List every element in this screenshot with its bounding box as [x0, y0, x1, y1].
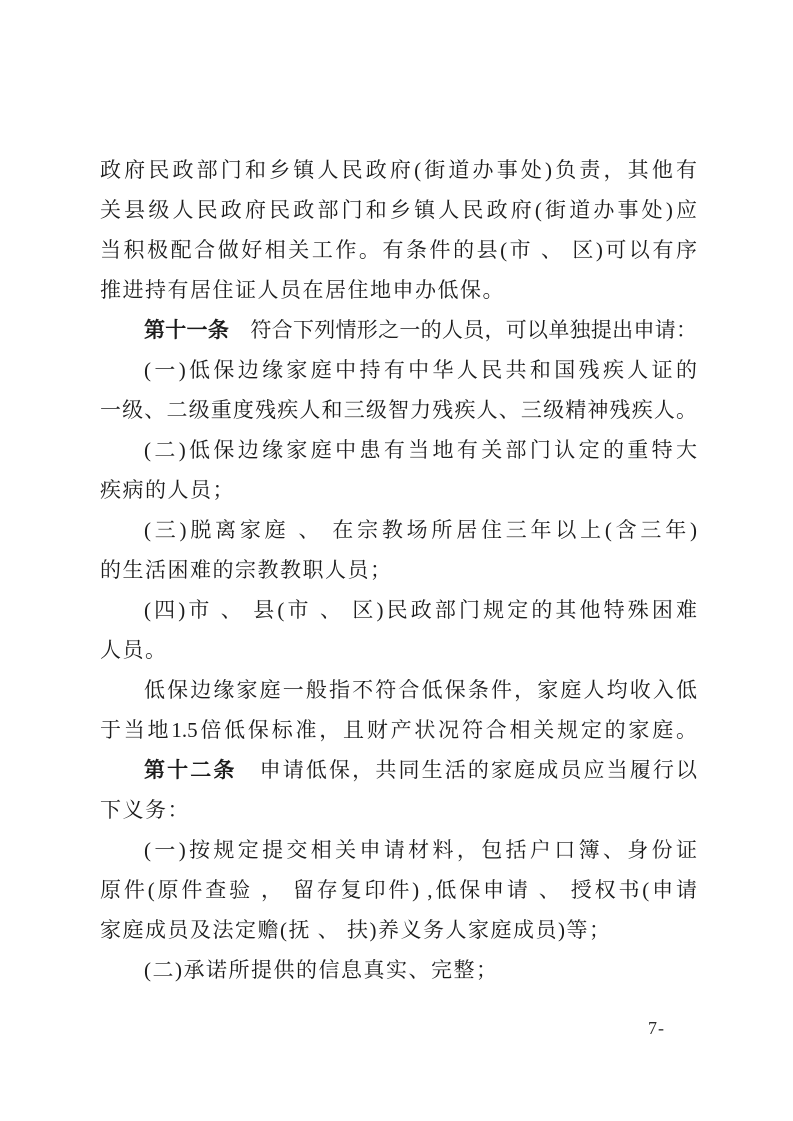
text-line: [100, 550, 697, 590]
text-segment: 低保边缘家庭一般指不符合低保条件，家庭人均收入低: [144, 678, 697, 702]
text-segment: (二)承诺所提供的信息真实、完整；: [144, 958, 499, 982]
text-segment: (一)低保边缘家庭中持有中华人民共和国残疾人证的: [144, 358, 697, 382]
text-segment: 于当地1.5倍低保标准，且财产状况符合相关规定的家庭。: [100, 718, 697, 742]
text-line: [100, 590, 697, 630]
document-body: [100, 150, 697, 990]
text-segment: (一)按规定提交相关申请材料，包括户口簿、身份证: [144, 838, 697, 862]
text-line: [100, 910, 697, 950]
text-segment: 当积极配合做好相关工作。有条件的县(市 、 区)可以有序: [100, 238, 697, 262]
text-segment: 的生活困难的宗教教职人员；: [100, 558, 393, 582]
text-line: [100, 630, 697, 670]
text-line: [100, 750, 697, 790]
text-segment: 符合下列情形之一的人员，可以单独提出申请：: [229, 318, 697, 342]
text-segment: (三)脱离家庭 、 在宗教场所居住三年以上(含三年): [144, 518, 697, 542]
text-line: [100, 390, 697, 430]
text-segment: 关县级人民政府民政部门和乡镇人民政府(街道办事处)应: [100, 198, 697, 222]
text-line: [100, 150, 697, 190]
text-segment: 一级、二级重度残疾人和三级智力残疾人、三级精神残疾人。: [100, 398, 697, 422]
text-segment: (四)市 、 县(市 、 区)民政部门规定的其他特殊困难: [144, 598, 697, 622]
text-line: [100, 350, 697, 390]
text-segment: 下义务：: [100, 798, 190, 822]
article-number: 第十二条: [144, 758, 237, 782]
text-line: [100, 870, 697, 910]
page-number: 7-: [648, 1018, 665, 1038]
text-segment: 家庭成员及法定赡(抚 、 扶)养义务人家庭成员)等；: [100, 918, 612, 942]
text-segment: (二)低保边缘家庭中患有当地有关部门认定的重特大: [144, 438, 697, 462]
text-segment: 人员。: [100, 638, 168, 662]
text-segment: 疾病的人员；: [100, 478, 235, 502]
text-segment: 推进持有居住证人员在居住地申办低保。: [100, 278, 505, 302]
text-line: [100, 270, 697, 310]
text-line: [100, 230, 697, 270]
text-line: [100, 670, 697, 710]
text-line: [100, 470, 697, 510]
article-number: 第十一条: [144, 318, 230, 342]
text-segment: 原件(原件查验 ， 留存复印件) ,低保申请 、 授权书(申请: [100, 878, 697, 902]
text-line: [100, 310, 697, 350]
text-line: [100, 790, 697, 830]
text-line: [100, 950, 697, 990]
text-segment: 申请低保，共同生活的家庭成员应当履行以: [236, 758, 697, 782]
text-line: [100, 190, 697, 230]
text-line: [100, 710, 697, 750]
text-line: [100, 830, 697, 870]
text-line: [100, 510, 697, 550]
text-line: [100, 430, 697, 470]
text-segment: 政府民政部门和乡镇人民政府(街道办事处)负责，其他有: [100, 158, 697, 182]
